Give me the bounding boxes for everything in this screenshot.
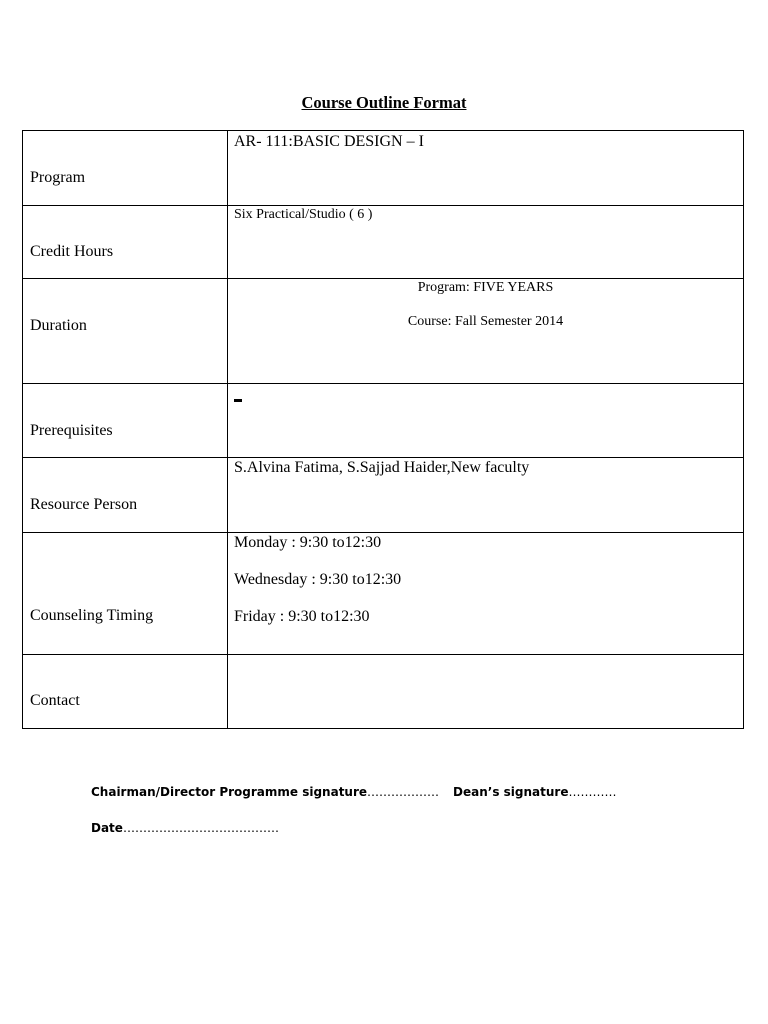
credit-hours-value: Six Practical/Studio ( 6 ) <box>234 207 373 222</box>
prerequisites-dash <box>234 399 242 402</box>
table-row-credit-hours <box>23 206 744 279</box>
resource-person-label: Resource Person <box>30 496 138 513</box>
table-row-program <box>23 131 744 206</box>
program-value: AR- 111:BASIC DESIGN – I <box>234 133 424 150</box>
signature-line <box>91 785 617 799</box>
counseling-time-wednesday: Wednesday : 9:30 to12:30 <box>234 571 402 588</box>
label-cell <box>23 655 228 729</box>
dean-signature-dots: ………… <box>568 785 617 799</box>
value-cell <box>228 279 744 384</box>
date-label: Date <box>91 821 123 835</box>
contact-label: Contact <box>30 692 80 709</box>
value-cell <box>228 458 744 533</box>
duration-label: Duration <box>30 317 87 334</box>
table-row-counseling-timing <box>23 533 744 655</box>
program-label: Program <box>30 169 86 186</box>
value-cell <box>228 131 744 206</box>
value-cell <box>228 384 744 458</box>
counseling-time-friday: Friday : 9:30 to12:30 <box>234 608 370 625</box>
resource-person-value: S.Alvina Fatima, S.Sajjad Haider,New faculty <box>234 459 530 476</box>
label-cell <box>23 384 228 458</box>
value-cell <box>228 533 744 655</box>
label-cell <box>23 206 228 279</box>
table-row-contact <box>23 655 744 729</box>
table-row-prerequisites <box>23 384 744 458</box>
label-cell <box>23 533 228 655</box>
value-cell <box>228 655 744 729</box>
label-cell <box>23 279 228 384</box>
table-row-resource-person <box>23 458 744 533</box>
label-cell <box>23 131 228 206</box>
duration-program: Program: FIVE YEARS <box>417 280 554 295</box>
chairman-signature-label: Chairman/Director Programme signature <box>91 785 368 799</box>
credit-hours-label: Credit Hours <box>30 243 114 260</box>
prerequisites-label: Prerequisites <box>30 422 113 439</box>
value-cell <box>228 206 744 279</box>
date-dots: ………………………………… <box>122 821 279 835</box>
chairman-signature-dots: ……………… <box>367 785 440 799</box>
label-cell <box>23 458 228 533</box>
dean-signature-label: Dean’s signature <box>453 785 569 799</box>
table-row-duration <box>23 279 744 384</box>
date-line <box>91 821 279 835</box>
counseling-time-monday: Monday : 9:30 to12:30 <box>234 534 382 551</box>
document-title: Course Outline Format <box>301 93 467 112</box>
course-outline-table <box>22 130 744 729</box>
counseling-label: Counseling Timing <box>30 607 154 624</box>
duration-course: Course: Fall Semester 2014 <box>407 314 564 329</box>
